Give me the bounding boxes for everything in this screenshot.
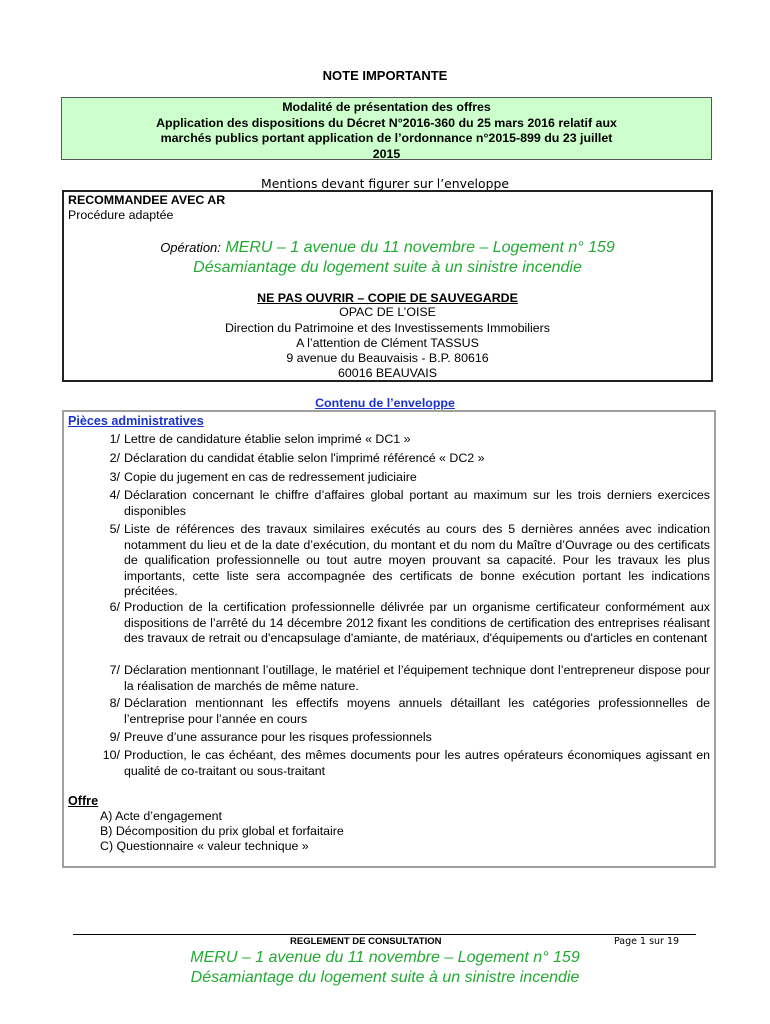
contents-box — [62, 410, 716, 868]
offre-heading: Offre — [68, 794, 99, 808]
header-line: 2015 — [372, 146, 401, 161]
list-item: 8/ Déclaration mentionnant les effectifs moyens annuels détaillant les catégories professionnelles de l’entreprise pour l’année en cours — [109, 696, 710, 726]
header-box — [61, 97, 712, 160]
list-item: 3/ Copie du jugement en cas de redressement judiciaire — [109, 470, 417, 484]
list-item: 1/ Lettre de candidature établie selon imprimé « DC1 » — [109, 432, 411, 446]
header-line: Application des dispositions du Décret N°2016-360 du 25 mars 2016 relatif aux — [156, 115, 617, 130]
mentions-label: Mentions devant figurer sur l’enveloppe — [261, 176, 509, 191]
header-line: Modalité de présentation des offres — [282, 100, 491, 114]
ne-pas-ouvrir-label: NE PAS OUVRIR – COPIE DE SAUVEGARDE — [257, 291, 518, 305]
footer-operation-line1: MERU – 1 avenue du 11 novembre – Logement n° 159 — [190, 949, 580, 966]
list-item: 9/ Preuve d’une assurance pour les risques professionnels — [109, 730, 432, 744]
address-line: 9 avenue du Beauvaisis - B.P. 80616 — [286, 351, 489, 365]
footer-label: REGLEMENT DE CONSULTATION — [290, 936, 442, 947]
offre-item: B) Décomposition du prix global et forfaitaire — [100, 824, 344, 838]
list-item: 2/ Déclaration du candidat établie selon l'imprimé référencé « DC2 » — [109, 451, 485, 465]
operation-line2: Désamiantage du logement suite à un sinistre incendie — [193, 259, 582, 276]
address-line: A l’attention de Clément TASSUS — [296, 336, 479, 350]
list-item: 6/ Production de la certification professionnelle délivrée par un organisme certificateur conformément aux dispositions de l’arrêté du 14 décembre 2012 fixant les conditions de certification des entreprises réalisant des travaux de retrait ou d'encapsulage d'amiante, de matériaux, d'équipements ou d'articles en contenant — [109, 600, 710, 646]
recommandee-label: RECOMMANDEE AVEC AR — [68, 193, 226, 207]
list-item: 4/ Déclaration concernant le chiffre d’affaires global portant au maximum sur les trois derniers exercices disponibles — [109, 488, 710, 518]
operation-label: Opération: — [160, 240, 221, 255]
list-item: 7/ Déclaration mentionnant l’outillage, le matériel et l’équipement technique dont l’entrepreneur dispose pour la réalisation de marchés de même nature. — [109, 663, 710, 693]
list-item: 5/ Liste de références des travaux similaires exécutés au cours des 5 dernières années avec indication notamment du lieu et de la date d’exécution, du montant et du nom du Maître d’Ouvrage ou des certificats de qualification professionnelle ou tout autre moyen prouvant sa capacité. Pour les travaux les plus importants, cette liste sera accompagnée des certificats de bonne exécution portant les indications précitées. — [109, 522, 710, 599]
address-line: OPAC DE L’OISE — [339, 305, 436, 319]
address-line: Direction du Patrimoine et des Investissements Immobiliers — [224, 321, 551, 335]
procedure-label: Procédure adaptée — [68, 208, 174, 222]
operation-line1 — [64, 238, 711, 258]
header-line: marchés publics portant application de l’ordonnance n°2015-899 du 23 juillet — [160, 131, 613, 146]
envelope-box — [62, 190, 713, 382]
offre-item: A) Acte d’engagement — [100, 809, 222, 823]
offre-item: C) Questionnaire « valeur technique » — [100, 839, 309, 853]
footer-operation-line2: Désamiantage du logement suite à un sinistre incendie — [190, 969, 580, 986]
operation-title: MERU – 1 avenue du 11 novembre – Logement n° 159 — [225, 239, 615, 256]
page-title: NOTE IMPORTANTE — [322, 68, 448, 83]
footer-divider — [73, 934, 696, 935]
list-item: 10/ Production, le cas échéant, des mêmes documents pour les autres opérateurs économiques agissant en qualité de co-traitant ou sous-traitant — [102, 748, 710, 778]
contenu-title: Contenu de l’enveloppe — [315, 396, 455, 410]
pieces-heading: Pièces administratives — [68, 414, 204, 428]
address-line: 60016 BEAUVAIS — [338, 366, 437, 380]
page-number: Page 1 sur 19 — [614, 936, 680, 947]
